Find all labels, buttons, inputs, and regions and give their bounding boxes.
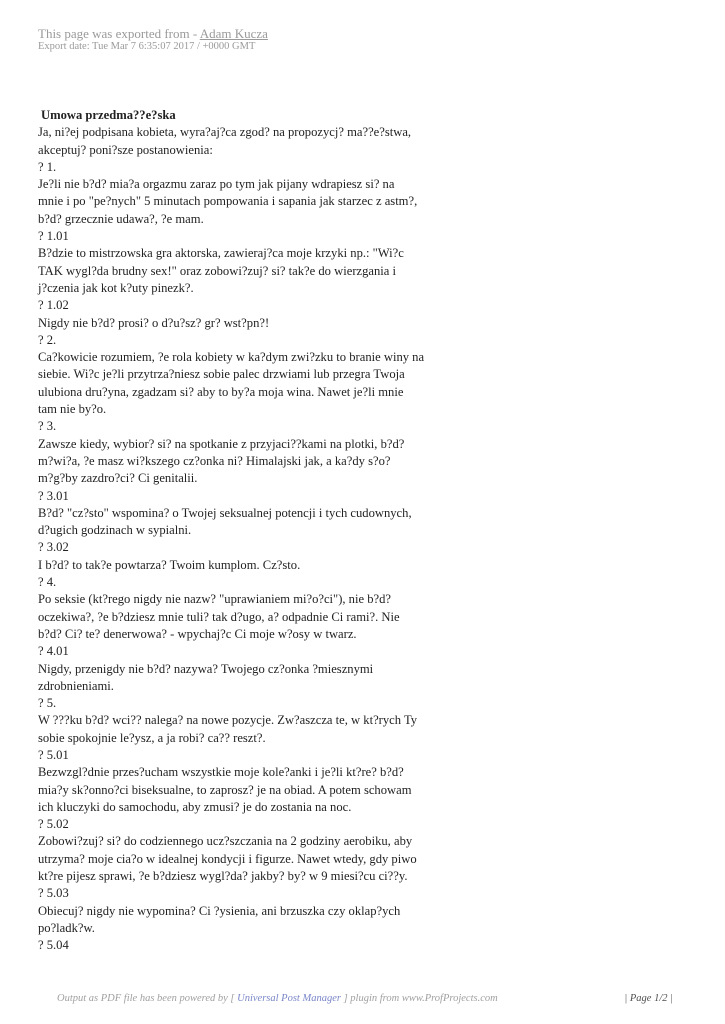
text-line: utrzyma? moje cia?o w idealnej kondycji i figurze. Nawet wtedy, gdy piwo [38,851,417,866]
text-line: m?g?by zazdro?ci? Ci genitalii. [38,471,198,486]
text-line: ? 4.01 [38,644,69,659]
text-line: ? 5.01 [38,747,69,762]
text-line: ? 1.02 [38,298,69,313]
text-line: akceptuj? poni?sze postanowienia: [38,142,213,157]
text-line: Bezwzgl?dnie przes?ucham wszystkie moje kole?anki i je?li kt?re? b?d? [38,765,404,780]
text-line: Zobowi?zuj? si? do codziennego ucz?szczania na 2 godziny aerobiku, aby [38,834,413,849]
export-source-line [38,26,268,41]
text-line: I b?d? to tak?e powtarza? Twoim kumplom. Cz?sto. [38,557,301,572]
text-line: mnie i po "pe?nych" 5 minutach pompowania i sapania jak starzec z astm?, [38,194,418,209]
text-line: tam nie by?o. [38,402,107,417]
text-line: ? 3.01 [38,488,69,503]
text-line: TAK wygl?da brudny sex!" oraz zobowi?zuj? si? tak?e do wierzgania i [38,263,397,278]
document-body [38,124,433,954]
text-line: j?czenia jak kot k?uty pinezk?. [38,280,194,295]
text-line: ? 5. [38,696,57,711]
text-line: ? 3.02 [38,540,69,555]
text-line: kt?re pijesz sprawi, ?e b?dziesz wygl?da? jakby? by? w 9 miesi?cu ci??y. [38,869,408,884]
text-line: Ja, ni?ej podpisana kobieta, wyra?aj?ca zgod? na propozycj? ma??e?stwa, [38,125,412,140]
text-line: Nigdy, przenigdy nie b?d? nazywa? Twojego cz?onka ?miesznymi [38,661,374,676]
export-header [38,26,268,53]
text-line: ? 3. [38,419,57,434]
text-line: B?d? "cz?sto" wspomina? o Twojej seksualnej potencji i tych cudownych, [38,505,412,520]
text-line: B?dzie to mistrzowska gra aktorska, zawieraj?ca moje krzyki np.: "Wi?c [38,246,404,261]
page-number: | Page 1/2 | [624,993,673,1004]
pdf-footer [0,993,725,1007]
powered-by-text [57,993,498,1004]
text-line: Nigdy nie b?d? prosi? o d?u?sz? gr? wst?pn?! [38,315,270,330]
text-line: Ca?kowicie rozumiem, ?e rola kobiety w ka?dym zwi?zku to branie winy na [38,350,425,365]
text-line: zdrobnieniami. [38,678,114,693]
text-line: Po seksie (kt?rego nigdy nie nazw? "uprawianiem mi?o?ci"), nie b?d? [38,592,391,607]
text-line: W ???ku b?d? wci?? nalega? na nowe pozycje. Zw?aszcza te, w kt?rych Ty [38,713,418,728]
text-line: m?wi?a, ?e masz wi?kszego cz?onka ni? Himalajski jak, a ka?dy s?o? [38,453,391,468]
text-line: sobie spokojnie le?ysz, a ja robi? ca?? reszt?. [38,730,266,745]
text-line: Obiecuj? nigdy nie wypomina? Ci ?ysienia, ani brzuszka czy oklap?ych [38,903,401,918]
text-line: ? 1. [38,159,57,174]
text-line: ulubiona dru?yna, zgadzam si? aby to by?a moja wina. Nawet je?li mnie [38,384,404,399]
text-line: ? 2. [38,332,57,347]
text-line: ? 5.04 [38,938,69,953]
export-date: Export date: Tue Mar 7 6:35:07 2017 / +0000 GMT [38,41,256,52]
powered-by-prefix: Output as PDF file has been powered by [ [57,993,238,1004]
text-line: oczekiwa?, ?e b?dziesz mnie tuli? tak d?ugo, a? odpadnie Ci rami?. Nie [38,609,400,624]
exported-from-text: This page was exported from - [38,26,200,41]
text-line: ? 5.02 [38,817,69,832]
text-line: po?ladk?w. [38,920,95,935]
text-line: b?d? grzecznie udawa?, ?e mam. [38,211,204,226]
document-content [38,107,433,955]
text-line: b?d? Ci? te? denerwowa? - wpychaj?c Ci moje w?osy w twarz. [38,626,357,641]
text-line: ? 5.03 [38,886,69,901]
text-line: ich kluczyki do samochodu, aby zmusi? je do zostania na noc. [38,799,352,814]
plugin-link[interactable]: Universal Post Manager [237,993,341,1004]
text-line: d?ugich godzinach w sypialni. [38,523,192,538]
text-line: ? 1.01 [38,229,69,244]
text-line: Zawsze kiedy, wybior? si? na spotkanie z przyjaci??kami na plotki, b?d? [38,436,405,451]
document-title: Umowa przedma??e?ska [41,108,176,122]
text-line: siebie. Wi?c je?li przytrza?niesz sobie palec drzwiami lub przegra Twoja [38,367,405,382]
text-line: mia?y sk?onno?ci biseksualne, to zaprosz? je na obiad. A potem schowam [38,782,412,797]
powered-by-suffix: ] plugin from www.ProfProjects.com [340,993,498,1004]
author-link[interactable]: Adam Kucza [199,26,268,41]
text-line: Je?li nie b?d? mia?a orgazmu zaraz po tym jak pijany wdrapiesz si? na [38,177,395,192]
text-line: ? 4. [38,575,57,590]
